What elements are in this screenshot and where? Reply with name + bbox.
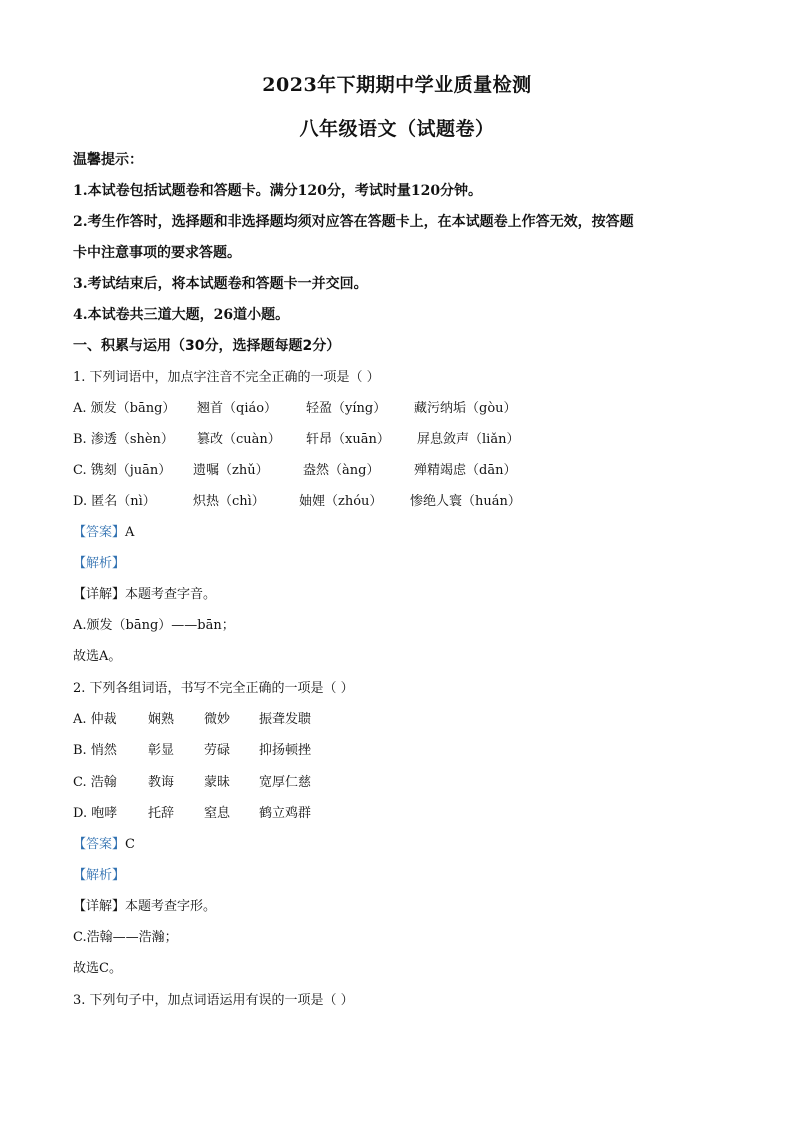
q1-detail-text: 本题考查字音。 — [125, 587, 217, 602]
q2-detail-text: 本题考查字形。 — [125, 899, 217, 914]
q2-option-c-2: 教诲 — [148, 775, 175, 790]
q1-option-a-4: 藏污纳垢（gòu） — [414, 401, 517, 416]
q1-option-d-2: 炽热（chì） — [193, 494, 265, 509]
q2-option-b-4: 抑扬顿挫 — [259, 743, 312, 758]
question-1-stem: 1. 下列词语中，加点字注音不完全正确的一项是（ ） — [73, 370, 380, 385]
q2-conclusion: 故选C。 — [73, 961, 122, 976]
q2-option-b-2: 彰显 — [148, 743, 175, 758]
q1-option-b-2: 篡改（cuàn） — [197, 432, 281, 447]
notice-heading: 温馨提示： — [73, 152, 143, 168]
q1-option-c-1: C. 镌刻（juān） — [73, 463, 172, 478]
notice-item-2-cont: 卡中注意事项的要求答题。 — [73, 245, 241, 261]
q1-option-a-3: 轻盈（yíng） — [306, 401, 387, 416]
notice-item-4: 4.本试卷共三道大题，26道小题。 — [73, 307, 290, 323]
q1-option-d-3: 妯娌（zhóu） — [299, 494, 383, 509]
q2-option-d-1: D. 咆哮 — [73, 806, 118, 821]
q2-option-d-2: 托辞 — [148, 806, 175, 821]
exam-title: 2023年下期期中学业质量检测 — [262, 74, 532, 96]
q1-option-d-4: 惨绝人寰（huán） — [410, 494, 521, 509]
q2-option-a-1: A. 仲裁 — [73, 712, 117, 727]
q1-answer-value: A — [125, 525, 135, 540]
notice-item-1: 1.本试卷包括试题卷和答题卡。满分120分，考试时量120分钟。 — [73, 183, 483, 199]
q1-answer-line — [73, 523, 134, 543]
q2-option-b-1: B. 悄然 — [73, 743, 117, 758]
q2-option-d-4: 鹤立鸡群 — [259, 806, 312, 821]
q1-option-a-1: A. 颁发（bāng） — [73, 401, 176, 416]
q1-analysis-tag: 【解析】 — [73, 556, 126, 571]
q1-detail-line — [73, 585, 216, 605]
q1-conclusion: 故选A。 — [73, 649, 122, 664]
q2-analysis-tag: 【解析】 — [73, 868, 126, 883]
q1-option-b-3: 轩昂（xuān） — [306, 432, 390, 447]
q2-answer-value: C — [125, 837, 135, 852]
q2-answer-line — [73, 835, 135, 855]
q1-option-d-1: D. 匿名（nì） — [73, 494, 156, 509]
q2-option-d-3: 窒息 — [204, 806, 231, 821]
q2-detail-line — [73, 897, 216, 917]
q1-option-c-3: 盎然（àng） — [303, 463, 380, 478]
q2-explanation: C.浩翰——浩瀚； — [73, 930, 178, 945]
q1-option-c-2: 遗嘱（zhǔ） — [193, 463, 269, 478]
q2-option-a-2: 娴熟 — [148, 712, 175, 727]
q1-answer-tag: 【答案】 — [73, 525, 126, 540]
q1-option-c-4: 殚精竭虑（dān） — [414, 463, 517, 478]
q2-answer-tag: 【答案】 — [73, 837, 126, 852]
q1-option-b-4: 屏息敛声（liǎn） — [417, 432, 520, 447]
q2-option-c-3: 蒙昧 — [204, 775, 231, 790]
q2-option-b-3: 劳碌 — [204, 743, 231, 758]
question-2-stem: 2. 下列各组词语，书写不完全正确的一项是（ ） — [73, 681, 354, 696]
q1-option-a-2: 翘首（qiáo） — [197, 401, 278, 416]
q2-option-c-4: 宽厚仁慈 — [259, 775, 312, 790]
question-3-stem: 3. 下列句子中，加点词语运用有误的一项是（ ） — [73, 993, 354, 1008]
q1-option-b-1: B. 渗透（shèn） — [73, 432, 174, 447]
q2-option-a-3: 微妙 — [204, 712, 231, 727]
q2-option-c-1: C. 浩翰 — [73, 775, 117, 790]
notice-item-3: 3.考试结束后，将本试题卷和答题卡一并交回。 — [73, 276, 368, 292]
exam-subtitle: 八年级语文（试题卷） — [299, 118, 495, 140]
notice-item-2: 2.考生作答时，选择题和非选择题均须对应答在答题卡上，在本试题卷上作答无效，按答题 — [73, 214, 634, 230]
q1-detail-tag: 【详解】 — [73, 587, 126, 602]
q2-detail-tag: 【详解】 — [73, 899, 126, 914]
q1-explanation: A.颁发（bāng）——bān； — [73, 618, 235, 633]
section-heading: 一、积累与运用（30分，选择题每题2分） — [73, 338, 341, 354]
q2-option-a-4: 振聋发聩 — [259, 712, 312, 727]
